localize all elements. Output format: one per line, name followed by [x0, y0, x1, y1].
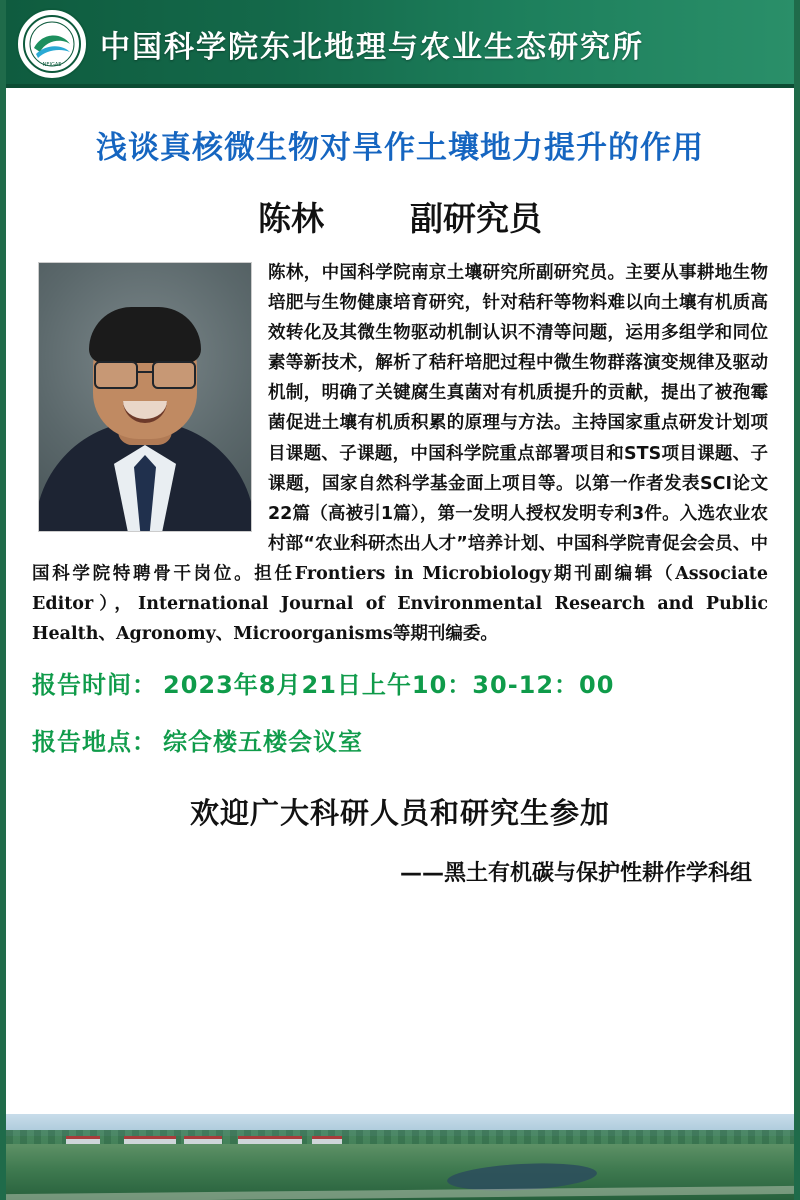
talk-place — [32, 722, 768, 757]
talk-place-value: 综合楼五楼会议室 — [163, 728, 363, 757]
campus-photo-strip — [6, 1114, 794, 1200]
speaker-name: 陈林 — [258, 199, 324, 238]
talk-place-label: 报告地点： — [32, 728, 157, 757]
bio-text-cn: 陈林，中国科学院南京土壤研究所副研究员。主要从事耕地生物培肥与生物健康培育研究，针对秸秆等物料难以向土壤有机质高效转化及其微生物驱动机制认识不清等问题，运用多组学和同位素等新技术，解析了秸秆培肥过程中微生物群落演变规律及驱动机制，明确了关键腐生真菌对有机质提升的贡献，提出了被孢霉菌促进土壤有机质积累的原理与方法。主持国家重点研发计划项目课题、子课题，中国科学院重点部署项目和STS项目课题、子课题，国家自然科学基金面上项目等。以第一作者发表SCI论文22篇（高被引1篇），第一发明人授权发明专利3件。入选农业农村部“农业科研杰出人才”培养计划、中国科学院青促会会员、中国科学院特聘骨干岗位。担任 — [32, 263, 768, 584]
speaker-line — [32, 193, 768, 240]
svg-text:NEIGAE: NEIGAE — [42, 62, 62, 68]
speaker-portrait — [38, 262, 252, 532]
header-banner — [6, 0, 794, 88]
welcome-note: 欢迎广大科研人员和研究生参加 — [189, 796, 610, 831]
poster-content — [6, 122, 794, 887]
talk-time-label: 报告时间： — [32, 671, 157, 700]
talk-time-value: 2023年8月21日上午10：30-12：00 — [163, 671, 615, 700]
bio-text-journals: Frontiers in Microbiology期刊副编辑（Associate Editor），International Journal of Environmental Research and Public Health、Agronomy、Microorganisms等期刊编委。 — [32, 563, 769, 645]
institute-logo-icon — [16, 8, 88, 80]
speaker-bio — [32, 258, 768, 649]
talk-title: 浅谈真核微生物对旱作土壤地力提升的作用 — [96, 130, 704, 166]
speaker-title: 副研究员 — [410, 199, 542, 238]
organizer-signature: ——黑土有机碳与保护性耕作学科组 — [399, 861, 752, 887]
glasses-icon — [92, 361, 198, 387]
talk-time — [32, 665, 768, 700]
institute-name: 中国科学院东北地理与农业生态研究所 — [100, 30, 644, 65]
